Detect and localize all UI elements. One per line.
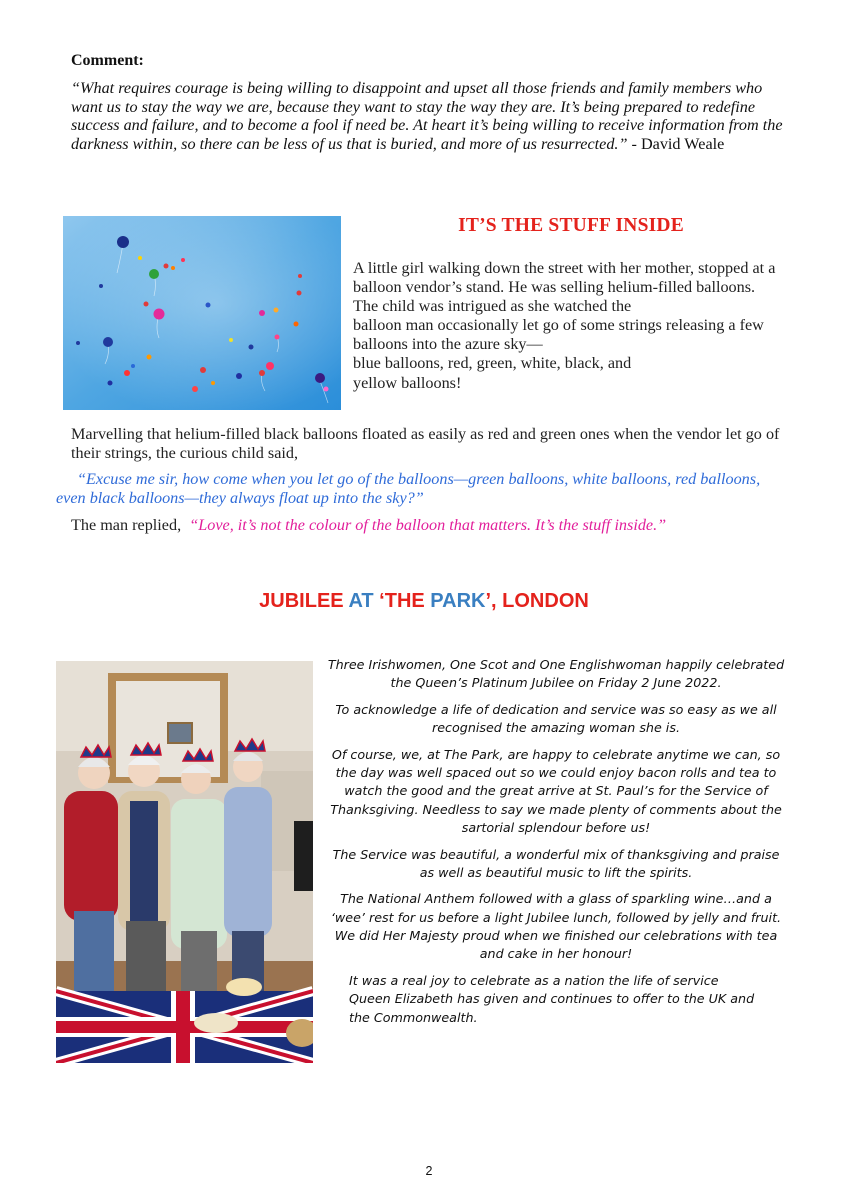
reply-quote: “Love, it’s not the colour of the balloon that matters. It’s the stuff inside.” [189, 516, 667, 534]
story-line: blue balloons, red, green, white, black, and [353, 354, 632, 373]
jubilee-paragraph: The Service was beautiful, a wonderful mix of thanksgiving and praise as well as beautiful music to lift the spirits. [332, 846, 780, 880]
jubilee-paragraph: Of course, we, at The Park, are happy to celebrate anytime we can, so the day was well spaced out so we could enjoy bacon rolls and tea to watch the good and the great arrive at St. Paul’s for the Service of Thanksgiving. Needless to say we made plenty of comments about the sartorial splendour before us! [330, 746, 782, 835]
title-segment: PARK [430, 590, 486, 612]
title-segment: ‘THE [379, 590, 431, 612]
story-line: The child was intrigued as she watched the [353, 297, 632, 316]
reply-prefix: The man replied, [71, 516, 182, 534]
jubilee-paragraph: Three Irishwomen, One Scot and One Englishwoman happily celebrated the Queen’s Platinum Jubilee on Friday 2 June 2022. [327, 657, 785, 691]
story-line: yellow balloons! [353, 373, 462, 392]
jubilee-paragraph: The National Anthem followed with a glass of sparkling wine…and a ‘wee’ rest for us before a light Jubilee lunch, followed by jelly and fruit. We did Her Majesty proud when we finished our celebrations with tea and cake in her honour! [330, 891, 782, 962]
balloons-photo [63, 216, 341, 410]
comment-quote [71, 79, 783, 153]
story-line: A little girl walking down the street with her mother, stopped at a balloon vendor’s stand. He was selling helium-filled balloons. [353, 259, 776, 297]
man-reply [71, 516, 791, 535]
story-line: balloon man occasionally let go of some strings releasing a few balloons into the azure sky— [353, 316, 764, 354]
quote-text: “What requires courage is being willing to disappoint and upset all those friends and family members who want us to stay the way we are, because they want to stay the way they are. It’s being prepared to redefine success and failure, and to become a fool if need be. At heart it’s being willing to receive information from the darkness within, so there can be less of us that is buried, and more of us resurrected.” [71, 79, 783, 153]
page-number: 2 [425, 1164, 433, 1178]
jubilee-image [56, 661, 313, 1063]
jubilee-text [325, 656, 787, 1035]
child-quote: “Excuse me sir, how come when you let go of the balloons—green balloons, white balloons, red balloons, even black balloons—they always float up into the sky?” [56, 470, 761, 508]
story-intro [353, 259, 793, 393]
title-segment: AT [348, 590, 380, 612]
title-segment: JUBILEE [259, 590, 349, 612]
story-paragraph: Marvelling that helium-filled black balloons floated as easily as red and green ones when the vendor let go of their strings, the curious child said, [71, 425, 780, 463]
jubilee-title [0, 590, 848, 613]
comment-heading: Comment: [71, 52, 144, 69]
story-title: IT’S THE STUFF INSIDE [458, 215, 684, 236]
jubilee-photo [56, 661, 313, 1063]
title-segment: ’, LONDON [485, 590, 589, 612]
jubilee-paragraph: It was a real joy to celebrate as a nation the life of service Queen Elizabeth has given and continues to offer to the UK and the Commonwealth. [349, 972, 755, 1025]
balloons-image [63, 216, 341, 410]
quote-attribution: - David Weale [627, 134, 725, 153]
jubilee-paragraph: To acknowledge a life of dedication and service was so easy as we all recognised the amazing woman she is. [335, 701, 777, 736]
